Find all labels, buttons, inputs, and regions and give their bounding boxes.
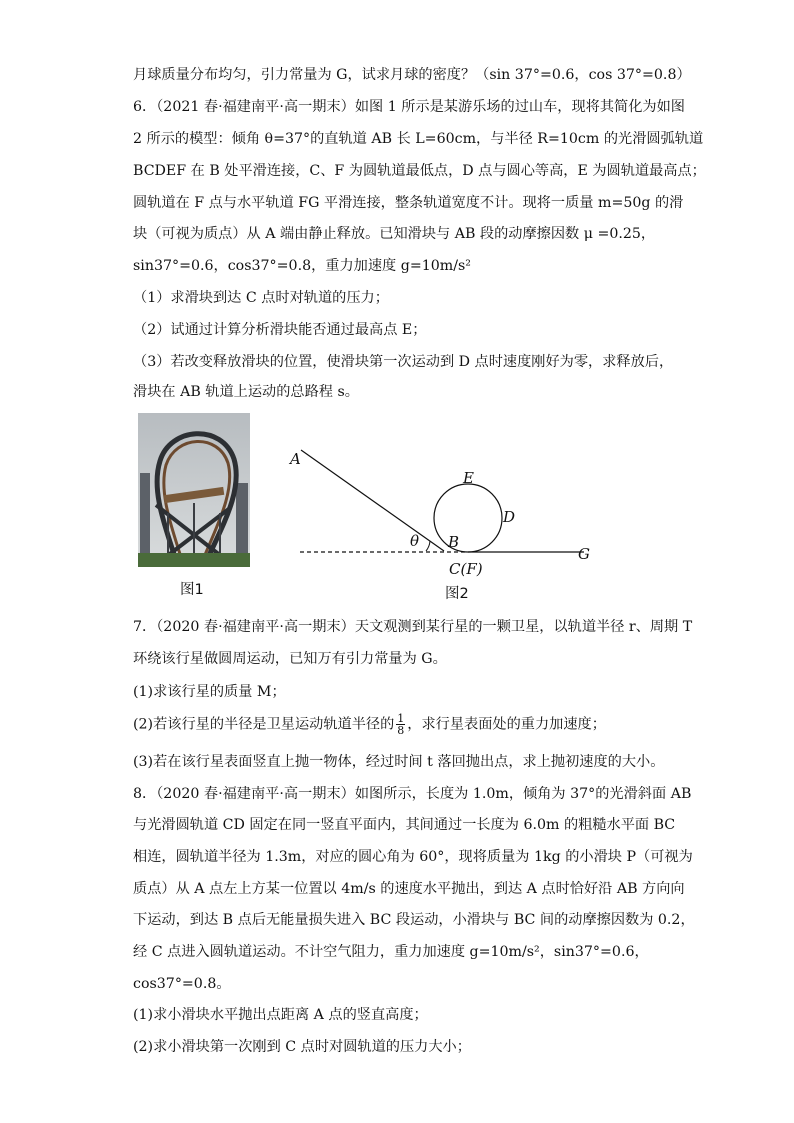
q6-sub-3: （3）若改变释放滑块的位置，使滑块第一次运动到 D 点时速度刚好为零，求释放后， <box>133 354 674 370</box>
q6-line-2: 2 所示的模型：倾角 θ=37°的直轨道 AB 长 L=60cm，与半径 R=10cm 的光滑圆弧轨道 <box>133 131 704 147</box>
q6-sub-3-cont: 滑块在 AB 轨道上运动的总路程 s。 <box>133 384 359 400</box>
q8-sub-1: (1)求小滑块水平抛出点距离 A 点的竖直高度； <box>133 1007 428 1023</box>
q6-sub-1: （1）求滑块到达 C 点时对轨道的压力； <box>133 290 389 306</box>
q7-sub-3: (3)若在该行星表面竖直上抛一物体，经过时间 t 落回抛出点，求上抛初速度的大小。 <box>133 754 665 770</box>
q8-line-3: 相连，圆轨道半径为 1.3m，对应的圆心角为 60°，现将质量为 1kg 的小滑块 P（可视为 <box>133 849 693 865</box>
intro-line: 月球质量分布均匀，引力常量为 G，试求月球的密度？（sin 37°=0.6，cos 37°=0.8） <box>133 67 691 83</box>
diagram-geometry <box>300 450 584 552</box>
q6-line-4: 圆轨道在 F 点与水平轨道 FG 平滑连接，整条轨道宽度不计。现将一质量 m=50g 的滑 <box>133 195 684 211</box>
loop-circle <box>434 484 502 552</box>
q8-sub-2: (2)求小滑块第一次刚到 C 点时对圆轨道的压力大小； <box>133 1039 471 1055</box>
q6-line-1: 6．（2021 春·福建南平·高一期末）如图 1 所示是某游乐场的过山车，现将其简化为如图 <box>133 99 685 115</box>
label-b: B <box>448 533 460 551</box>
fraction-numerator: 1 <box>397 712 405 725</box>
q8-line-7: cos37°=0.8。 <box>133 976 231 992</box>
fig1-label: 图1 <box>180 582 204 598</box>
q6-line-6: sin37°=0.6，cos37°=0.8，重力加速度 g=10m/s² <box>133 258 471 274</box>
q7-sub-1: (1)求该行星的质量 M； <box>133 684 286 700</box>
q7-sub-2-before: (2)若该行星的半径是卫星运动轨道半径的 <box>133 716 395 733</box>
fraction-denominator: 8 <box>397 724 405 737</box>
q7-line-2: 环绕该行星做圆周运动，已知万有引力常量为 G。 <box>133 651 447 667</box>
q8-line-1: 8．（2020 春·福建南平·高一期末）如图所示，长度为 1.0m，倾角为 37°的光滑斜面 AB <box>133 786 692 802</box>
fig2-label: 图2 <box>445 586 469 602</box>
q8-line-2: 与光滑圆轨道 CD 固定在同一竖直平面内，其间通过一长度为 6.0m 的粗糙水平面 BC <box>133 817 676 833</box>
label-e: E <box>463 469 474 487</box>
q7-sub-2-after: ，求行星表面处的重力加速度； <box>407 716 606 733</box>
q6-line-3: BCDEF 在 B 处平滑连接，C、F 为圆轨道最低点，D 点与圆心等高，E 为圆轨道最高点； <box>133 163 706 179</box>
theta-arc <box>426 541 430 551</box>
label-cf: C(F) <box>449 560 483 578</box>
q8-line-4: 质点）从 A 点左上方某一位置以 4m/s 的速度水平抛出，到达 A 点时恰好沿 AB 方向向 <box>133 881 685 897</box>
q6-line-5: 块（可视为质点）从 A 端由静止释放。已知滑块与 AB 段的动摩擦因数 μ =0.25， <box>133 226 656 242</box>
q8-line-6: 经 C 点进入圆轨道运动。不计空气阻力，重力加速度 g=10m/s²，sin37°=0.6， <box>133 944 649 960</box>
q6-sub-2: （2）试通过计算分析滑块能否通过最高点 E； <box>133 322 427 338</box>
label-d: D <box>503 508 516 526</box>
incline-ab <box>301 450 444 551</box>
label-a: A <box>290 450 301 468</box>
roller-coaster-photo <box>138 413 250 567</box>
one-eighth-fraction <box>396 713 405 736</box>
track-diagram <box>284 440 604 582</box>
q7-line-1: 7．（2020 春·福建南平·高一期末）天文观测到某行星的一颗卫星，以轨道半径 r、周期 T <box>133 619 693 635</box>
label-g: G <box>578 545 590 563</box>
q7-sub-2 <box>133 713 606 736</box>
q8-line-5: 下运动，到达 B 点后无能量损失进入 BC 段运动，小滑块与 BC 间的动摩擦因数为 0.2， <box>133 912 695 928</box>
label-theta: θ <box>410 532 420 550</box>
